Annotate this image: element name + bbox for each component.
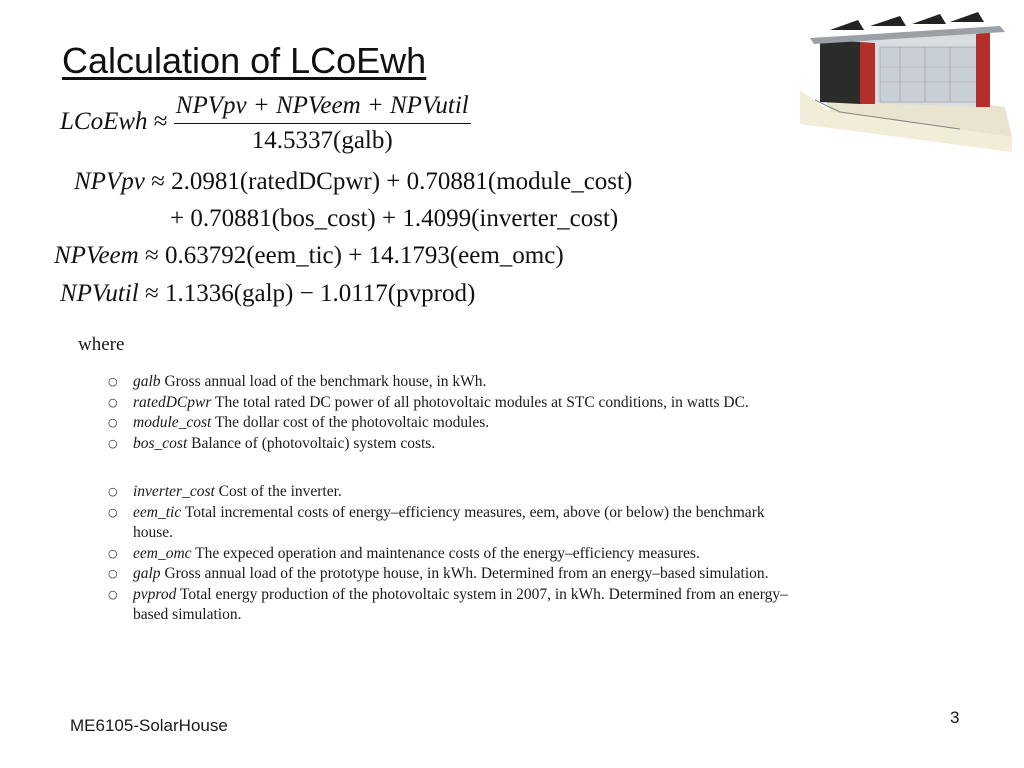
where-label: where [78, 334, 125, 355]
definition-text: Gross annual load of the benchmark house, in kWh. [164, 373, 487, 390]
definition-item [108, 503, 798, 544]
definition-item [108, 372, 798, 393]
definition-item [108, 482, 798, 503]
definition-term: galb [133, 373, 161, 390]
npvpv-rhs-line2: + 0.70881(bos_cost) + 1.4099(inverter_cost) [170, 205, 619, 232]
solar-house-image [800, 12, 1012, 152]
bullet-circle-icon: ○ [108, 416, 118, 429]
npvpv-lhs: NPVpv [74, 168, 145, 195]
bullet-circle-icon: ○ [108, 485, 118, 498]
approx-symbol: ≈ [144, 280, 159, 307]
definition-term: galp [133, 565, 161, 582]
npveem-rhs: 0.63792(eem_tic) + 14.1793(eem_omc) [164, 242, 564, 269]
lcoewh-denominator: 14.5337(galb) [251, 127, 393, 154]
equation-lcoewh [60, 92, 471, 155]
bullet-circle-icon: ○ [108, 436, 118, 450]
equation-npvutil [60, 280, 475, 308]
definition-term: eem_omc [133, 544, 192, 562]
definition-text: Cost of the inverter. [218, 483, 342, 500]
definition-text: Gross annual load of the prototype house, in kWh. Determined from an energy–based simulation. [164, 565, 769, 582]
npveem-lhs: NPVeem [54, 242, 139, 269]
bullet-circle-icon: ○ [108, 587, 118, 601]
definition-item [108, 544, 798, 565]
equation-npvpv-continued [170, 205, 618, 233]
footer-course-label: ME6105-SolarHouse [70, 716, 228, 735]
bullet-circle-icon: ○ [108, 567, 118, 580]
bullet-circle-icon: ○ [108, 375, 118, 388]
equation-npveem [54, 242, 564, 270]
definition-text: The expeced operation and maintenance costs of the energy–efficiency measures. [195, 544, 700, 562]
definition-text: The dollar cost of the photovoltaic modules. [214, 414, 490, 431]
approx-symbol: ≈ [144, 242, 159, 269]
lcoewh-fraction [174, 92, 471, 155]
definition-term: pvprod [133, 585, 177, 603]
npvutil-lhs: NPVutil [60, 280, 139, 307]
definitions-list-1 [108, 372, 798, 454]
lcoewh-lhs: LCoEwh [60, 108, 148, 136]
definition-term: ratedDCpwr [133, 393, 212, 411]
approx-symbol: ≈ [153, 108, 168, 136]
definition-term: eem_tic [133, 503, 182, 521]
definition-item [108, 393, 798, 414]
definition-item [108, 585, 798, 626]
definition-item [108, 413, 798, 434]
npvpv-rhs-line1: 2.0981(ratedDCpwr) + 0.70881(module_cost) [171, 168, 633, 195]
definition-text: Balance of (photovoltaic) system costs. [191, 434, 436, 452]
definition-item [108, 564, 798, 585]
approx-symbol: ≈ [151, 168, 165, 195]
equation-npvpv [74, 168, 632, 196]
definition-term: bos_cost [133, 434, 188, 452]
slide-title: Calculation of LCoEwh [62, 40, 427, 81]
page-number: 3 [950, 708, 960, 727]
definition-term: module_cost [133, 414, 212, 431]
npvutil-rhs: 1.1336(galp) − 1.0117(pvprod) [164, 280, 476, 307]
bullet-circle-icon: ○ [108, 395, 118, 409]
definition-text: Total energy production of the photovoltaic system in 2007, in kWh. Determined from an energy–based simulation. [133, 585, 788, 623]
lcoewh-numerator: NPVpv + NPVeem + NPVutil [174, 92, 471, 124]
definition-text: Total incremental costs of energy–efficiency measures, eem, above (or below) the benchmark house. [133, 503, 765, 541]
definition-text: The total rated DC power of all photovoltaic modules at STC conditions, in watts DC. [214, 393, 749, 411]
definition-term: inverter_cost [133, 483, 215, 500]
definitions-list-2 [108, 482, 798, 626]
bullet-circle-icon: ○ [108, 505, 118, 519]
definition-item [108, 434, 798, 455]
bullet-circle-icon: ○ [108, 546, 118, 560]
